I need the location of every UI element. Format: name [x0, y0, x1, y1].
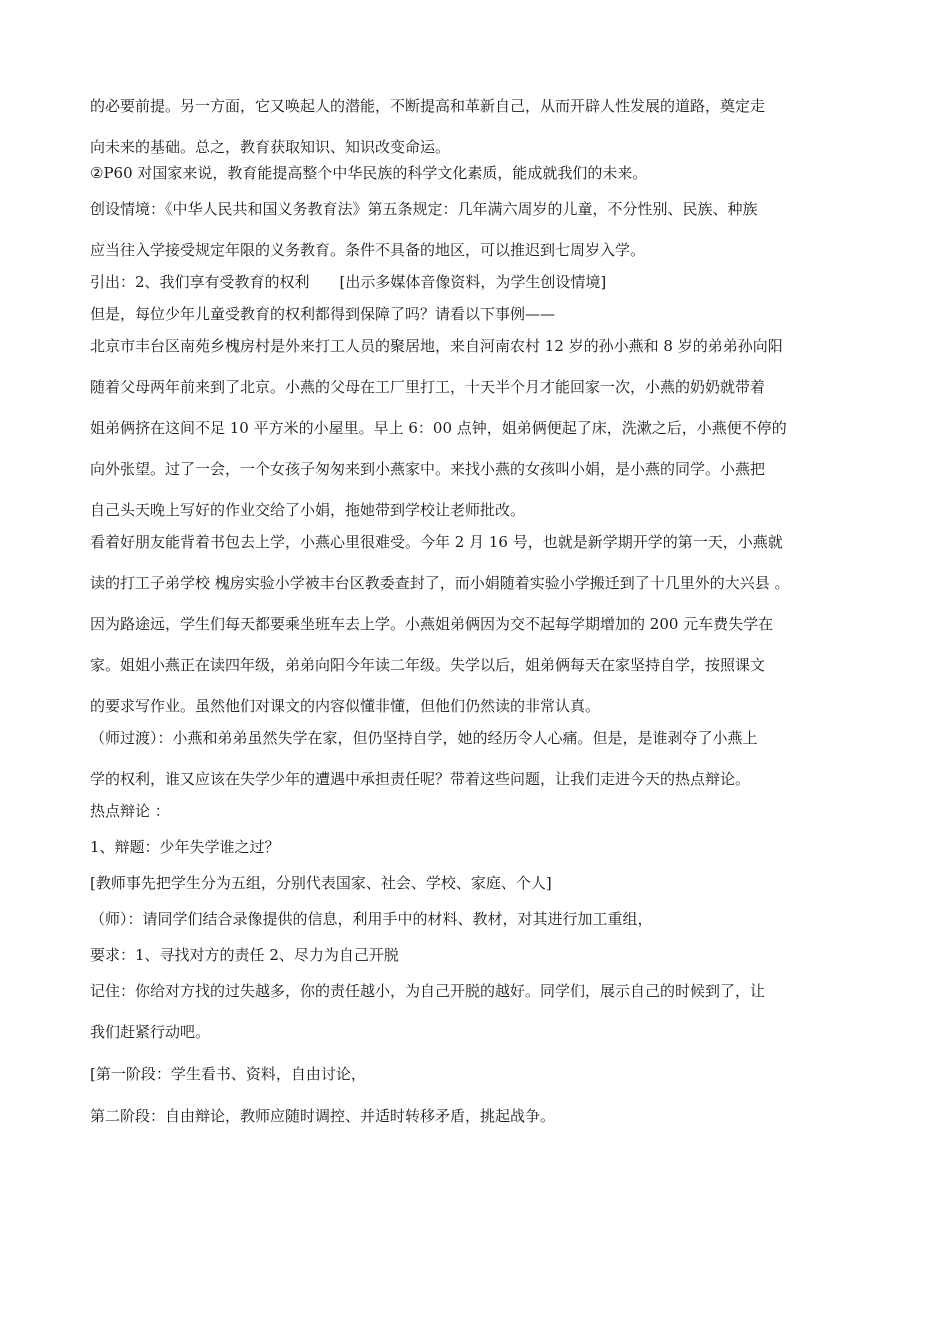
text-line: 向外张望。过了一会，一个女孩子匆匆来到小燕家中。来找小燕的女孩叫小娟，是小燕的同学。小燕把: [90, 460, 766, 478]
text-line: 第二阶段：自由辩论，教师应随时调控、并适时转移矛盾，挑起战争。: [90, 1107, 556, 1125]
text-line: 的必要前提。另一方面，它又唤起人的潜能，不断提高和革新自己，从而开辟人性发展的道路，奠定走: [90, 97, 766, 115]
text-line: 的要求写作业。虽然他们对课文的内容似懂非懂，但他们仍然读的非常认真。: [90, 697, 601, 715]
text-line: 看着好朋友能背着书包去上学，小燕心里很难受。今年 2 月 16 号，也就是新学期开学的第一天，小燕就: [90, 533, 783, 551]
text-line: 自己头天晚上写好的作业交给了小娟，拖她带到学校让老师批改。: [90, 501, 526, 519]
text-line: ②P60 对国家来说，教育能提高整个中华民族的科学文化素质，能成就我们的未来。: [90, 164, 648, 182]
text-line: 引出：2、我们享有受教育的权利 [出示多媒体音像资料，为学生创设情境]: [90, 273, 607, 291]
text-line: 记住：你给对方找的过失越多，你的责任越小，为自己开脱的越好。同学们，展示自己的时候到了，让: [90, 982, 766, 1000]
text-line: 创设情境：《中华人民共和国义务教育法》第五条规定：几年满六周岁的儿童，不分性别、民族、种族: [90, 200, 758, 218]
text-line: 因为路途远，学生们每天都要乘坐班车去上学。小燕姐弟俩因为交不起每学期增加的 200 元车费失学在: [90, 615, 774, 633]
text-line: 读的打工子弟学校 槐房实验小学被丰台区教委查封了，而小娟随着实验小学搬迁到了十几里外的大兴县 。: [90, 574, 790, 592]
text-line: 家。姐姐小燕正在读四年级，弟弟向阳今年读二年级。失学以后，姐弟俩每天在家坚持自学，按照课文: [90, 656, 766, 674]
text-line: （师过渡）：小燕和弟弟虽然失学在家，但仍坚持自学，她的经历令人心痛。但是，是谁剥夺了小燕上: [90, 729, 758, 747]
section-heading: 热点辩论 ：: [90, 802, 170, 820]
text-line: 我们赶紧行动吧。: [90, 1023, 211, 1041]
document-body: [90, 96, 870, 1126]
text-line: [教师事先把学生分为五组，分别代表国家、社会、学校、家庭、个人]: [90, 874, 552, 892]
text-line: [第一阶段：学生看书、资料，自由讨论，: [90, 1065, 366, 1083]
text-line: 随着父母两年前来到了北京。小燕的父母在工厂里打工，十天半个月才能回家一次，小燕的奶奶就带着: [90, 378, 766, 396]
text-line: 应当往入学接受规定年限的义务教育。条件不具备的地区，可以推迟到七周岁入学。: [90, 241, 646, 259]
text-line: 但是，每位少年儿童受教育的权利都得到保障了吗？请看以下事例——: [90, 305, 556, 323]
text-line: 学的权利，谁又应该在失学少年的遭遇中承担责任呢？带着这些问题，让我们走进今天的热点辩论。: [90, 770, 751, 788]
text-line: 1、辩题：少年失学谁之过？: [90, 838, 280, 856]
text-line: 要求：1、寻找对方的责任 2、尽力为自己开脱: [90, 946, 399, 964]
text-line: （师）：请同学们结合录像提供的信息，利用手中的材料、教材，对其进行加工重组，: [90, 910, 653, 928]
text-line: 向未来的基础。总之，教育获取知识、知识改变命运。: [90, 138, 451, 156]
text-line: 北京市丰台区南苑乡槐房村是外来打工人员的聚居地，来自河南农村 12 岁的孙小燕和 8 岁的弟弟孙向阳: [90, 337, 783, 355]
text-line: 姐弟俩挤在这间不足 10 平方米的小屋里。早上 6：00 点钟，姐弟俩便起了床，洗漱之后，小燕便不停的: [90, 419, 787, 437]
